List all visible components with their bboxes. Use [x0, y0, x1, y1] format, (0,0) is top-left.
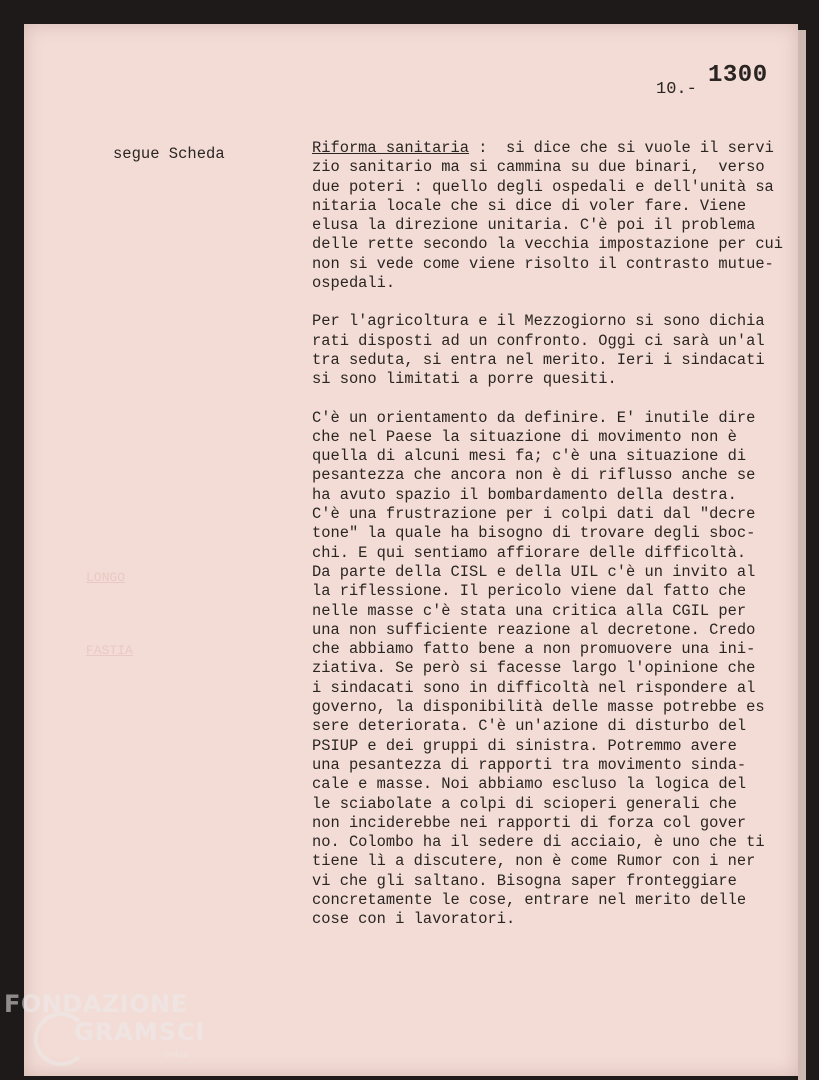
- text-line: le sciabolate a colpi di scioperi generali che: [312, 794, 737, 813]
- text-line: due poteri : quello degli ospedali e dell'unità sa: [312, 177, 774, 196]
- archive-stamp-number: 1300: [708, 62, 768, 89]
- text-line: chi. E qui sentiamo affiorare delle difficoltà.: [312, 543, 747, 562]
- text-line: tiene lì a discutere, non è come Rumor con i ner: [312, 852, 756, 871]
- text-line: non si vede come viene risolto il contrasto mutue-: [312, 254, 774, 273]
- text-line: zio sanitario ma si cammina su due binari, verso: [312, 158, 765, 177]
- text-line: ha avuto spazio il bombardamento della destra.: [312, 485, 737, 504]
- text-line: tone" la quale ha bisogno di trovare degli sboc-: [312, 524, 756, 543]
- text-line: che nel Paese la situazione di movimento non è: [312, 427, 737, 446]
- text-line: delle rette secondo la vecchia impostazione per cui: [312, 235, 784, 254]
- page-number: 10.-: [656, 80, 697, 99]
- text-line: governo, la disponibilità delle masse potrebbe es: [312, 698, 765, 717]
- text-line: ziativa. Se però si facesse largo l'opinione che: [312, 659, 756, 678]
- text-line: si sono limitati a porre quesiti.: [312, 370, 617, 389]
- text-line: C'è un orientamento da definire. E' inutile dire: [312, 408, 756, 427]
- text-line: nitaria locale che si dice di voler fare. Viene: [312, 196, 747, 215]
- text-line: vi che gli saltano. Bisogna saper fronteggiare: [312, 871, 737, 890]
- faint-margin-name: FASTIA: [86, 643, 133, 658]
- faint-margin-name: LONGO: [86, 570, 126, 585]
- page-edge: [798, 30, 806, 1080]
- text-line: rati disposti ad un confronto. Oggi ci sarà un'al: [312, 331, 765, 350]
- text-line: quella di alcuni mesi fa; c'è una situazione di: [312, 447, 747, 466]
- watermark-small: onlus: [164, 1050, 189, 1060]
- watermark-line-1: FONDAZIONE: [4, 990, 188, 1018]
- text-line: tra seduta, si entra nel merito. Ieri i sindacati: [312, 350, 765, 369]
- watermark-line-2: GRAMSCI: [74, 1018, 206, 1046]
- text-line: la riflessione. Il pericolo viene dal fatto che: [312, 582, 747, 601]
- text-line: nelle masse c'è stata una critica alla CGIL per: [312, 601, 747, 620]
- typed-body-text: [312, 139, 798, 930]
- text-line: i sindacati sono in difficoltà nel rispondere al: [312, 678, 756, 697]
- text-line: una non sufficiente reazione al decretone. Credo: [312, 620, 756, 639]
- text-line: elusa la direzione unitaria. C'è poi il problema: [312, 216, 756, 235]
- text-line: cose con i lavoratori.: [312, 910, 516, 929]
- paragraph: [312, 312, 798, 389]
- text-line: non inciderebbe nei rapporti di forza col gover: [312, 813, 747, 832]
- text-line: C'è una frustrazione per i colpi dati dal "decre: [312, 505, 756, 524]
- paragraph: [312, 139, 798, 293]
- paragraph: [312, 409, 798, 930]
- text-line: sere deteriorata. C'è un'azione di disturbo del: [312, 717, 747, 736]
- section-heading: Riforma sanitaria: [312, 139, 470, 157]
- text-line: Riforma sanitaria : si dice che si vuole il servi: [312, 139, 774, 157]
- margin-label: segue Scheda: [113, 145, 225, 163]
- text-line: che abbiamo fatto bene a non promuovere una ini-: [312, 640, 756, 659]
- text-line: ospedali.: [312, 274, 396, 293]
- text-line: concretamente le cose, entrare nel merito delle: [312, 890, 747, 909]
- text-line: Per l'agricoltura e il Mezzogiorno si sono dichia: [312, 312, 765, 331]
- text-line: PSIUP e dei gruppi di sinistra. Potremmo avere: [312, 736, 737, 755]
- text-line: Da parte della CISL e della UIL c'è un invito al: [312, 562, 756, 581]
- text-line: cale e masse. Noi abbiamo escluso la logica del: [312, 775, 747, 794]
- text-line: pesantezza che ancora non è di riflusso anche se: [312, 466, 756, 485]
- text-line: no. Colombo ha il sedere di acciaio, è uno che ti: [312, 833, 765, 852]
- text-line: una pesantezza di rapporti tra movimento sinda-: [312, 755, 747, 774]
